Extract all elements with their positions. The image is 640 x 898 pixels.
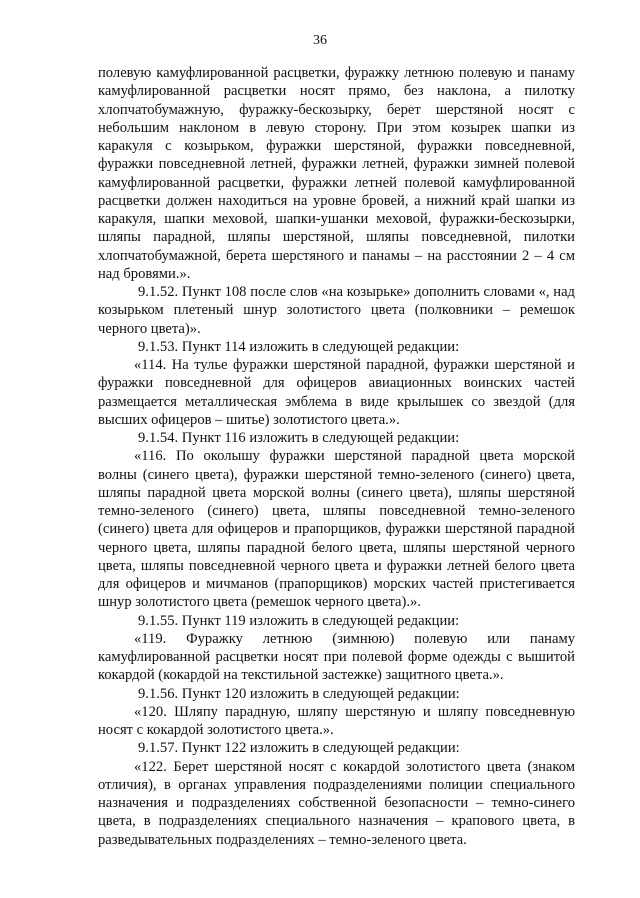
paragraph: 9.1.54. Пункт 116 изложить в следующей редакции: [138, 430, 460, 446]
paragraph: 9.1.55. Пункт 119 изложить в следующей редакции: [138, 612, 460, 629]
paragraph: «119. Фуражку летнюю (зимнюю) полевую или панаму камуфлированной расцветки носят при полевой форме одежды с вышитой кокардой (кокардой на текстильной застежке) защитного цвета.». [98, 630, 575, 684]
paragraph: 9.1.53. Пункт 114 изложить в следующей редакции: [138, 338, 460, 355]
paragraph: «122. Берет шерстяной носят с кокардой золотистого цвета (знаком отличия), в органах управления подразделениями полиции специального назначения и подразделениях собственной безопасности – темно-синего цвета, в подразделениях специального назначения – крапового цвета, в разведывательных подразделениях – темно-зеленого цвета. [98, 758, 575, 848]
paragraph: 9.1.57. Пункт 122 изложить в следующей редакции: [138, 740, 460, 757]
document-body [98, 64, 575, 849]
paragraph: 9.1.56. Пункт 120 изложить в следующей редакции: [138, 685, 460, 702]
page-number: 36 [313, 33, 327, 48]
paragraph: «120. Шляпу парадную, шляпу шерстяную и шляпу повседневную носят с кокардой золотистого цвета.». [98, 703, 575, 738]
paragraph: полевую камуфлированной расцветки, фуражку летнюю полевую и панаму камуфлированной расцветки носят прямо, без наклона, а пилотку хлопчатобумажную, фуражку-бескозырку, берет шерстяной носят с небольшим наклоном в левую сторону. При этом козырек шапки из каракуля с козырьком, фуражки шерстяной, фуражки повседневной, фуражки повседневной летней, фуражки летней, фуражки зимней полевой камуфлированной расцветки, фуражки летней полевой камуфлированной расцветки должен находиться на уровне бровей, а нижний край шапки из каракуля, шапки меховой, шапки-ушанки меховой, фуражки-бескозырки, шляпы парадной, шляпы шерстяной, шляпы повседневной, пилотки хлопчатобумажной, берета шерстяного и панамы – на расстоянии 2 – 4 см над бровями.». [98, 65, 575, 282]
paragraph: «114. На тулье фуражки шерстяной парадной, фуражки шерстяной и фуражки повседневной для офицеров авиационных воинских частей размещается металлическая эмблема в виде крылышек со звездой (для высших офицеров – шитье) золотистого цвета.». [98, 357, 575, 428]
paragraph: 9.1.52. Пункт 108 после слов «на козырьке» дополнить словами «, над козырьком плетеный шнур золотистого цвета (полковники – ремешок черного цвета)». [98, 284, 575, 337]
paragraph: «116. По околышу фуражки шерстяной парадной цвета морской волны (синего цвета), фуражки шерстяной темно-зеленого (синего) цвета, шляпы парадной цвета морской волны (синего цвета), шляпы шерстяной темно-зеленого (синего) цвета, шляпы повседневной темно-зеленого (синего) цвета для офицеров и прапорщиков, фуражки шерстяной парадной черного цвета, шляпы парадной белого цвета, шляпы шерстяной черного цвета, шляпы повседневной черного цвета и фуражки летней белого цвета для офицеров и мичманов (прапорщиков) морских частей пристегивается шнур золотистого цвета (ремешок черного цвета).». [98, 448, 575, 611]
